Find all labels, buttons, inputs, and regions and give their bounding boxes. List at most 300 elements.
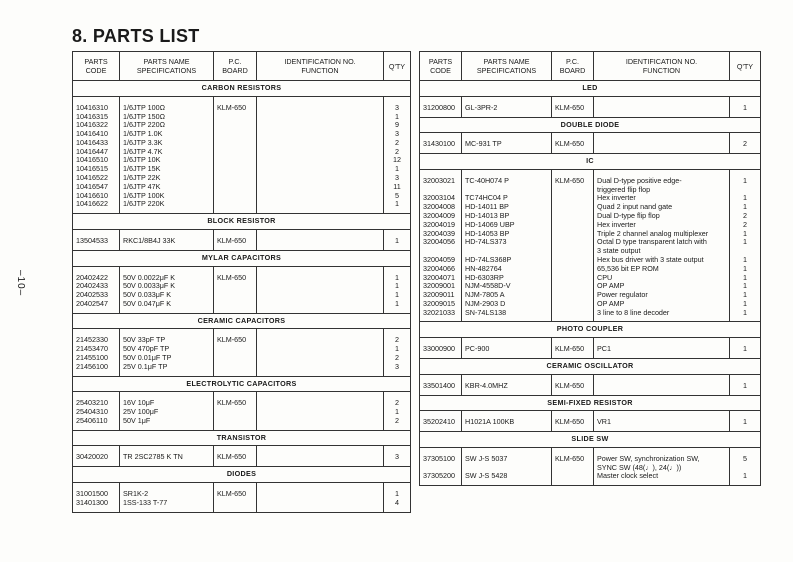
identification: triggered flip flop bbox=[597, 184, 651, 194]
col-header-parts-name: PARTS NAME SPECIFICATIONS bbox=[120, 52, 214, 81]
col-header-identification: IDENTIFICATION NO. FUNCTION bbox=[257, 52, 384, 81]
qty-value: 9 bbox=[395, 120, 399, 130]
part-code: 32004008 bbox=[423, 202, 455, 212]
identification: Hex inverter bbox=[597, 219, 636, 229]
qty-value: 5 bbox=[743, 453, 747, 463]
identification: Quad 2 input nand gate bbox=[597, 202, 673, 212]
part-name-cell bbox=[462, 338, 552, 359]
part-name: TC-40H074 P bbox=[465, 175, 509, 185]
part-code: 20402547 bbox=[76, 298, 108, 308]
part-name: HD-6303RP bbox=[465, 272, 504, 282]
identification: Triple 2 channel analog multiplexer bbox=[597, 228, 709, 238]
identification-cell bbox=[594, 411, 730, 432]
part-name: SR1K-2 bbox=[123, 489, 149, 498]
part-name: TR 2SC2785 K TN bbox=[123, 452, 183, 462]
section-header-row bbox=[420, 154, 761, 170]
part-name: 50V 1μF bbox=[123, 415, 151, 425]
part-name-cell bbox=[462, 447, 552, 485]
qty-value: 3 bbox=[395, 173, 399, 183]
section-header: DOUBLE DIODE bbox=[420, 117, 761, 133]
pc-board: KLM-650 bbox=[555, 139, 585, 149]
section-header: SEMI-FIXED RESISTOR bbox=[420, 395, 761, 411]
section-header-row bbox=[73, 214, 411, 230]
pc-board-cell bbox=[214, 229, 257, 250]
pc-board-cell bbox=[214, 96, 257, 213]
table-row bbox=[420, 374, 761, 395]
part-code: 30420020 bbox=[76, 452, 108, 462]
identification-cell bbox=[257, 266, 384, 313]
part-name: KBR-4.0MHZ bbox=[465, 380, 508, 390]
pc-board: KLM-650 bbox=[217, 398, 247, 408]
part-name: H1021A 100KB bbox=[465, 417, 515, 427]
identification-cell bbox=[594, 338, 730, 359]
part-name: SW J-S 5428 bbox=[465, 471, 508, 481]
part-name: 1/6JTP 1.0K bbox=[123, 129, 163, 139]
qty-value: 2 bbox=[395, 415, 399, 425]
identification: OP AMP bbox=[597, 298, 625, 308]
qty-value: 1 bbox=[743, 281, 747, 291]
right-sections-body bbox=[420, 81, 761, 486]
part-name: 50V 0.01μF TP bbox=[123, 352, 172, 362]
identification-cell bbox=[257, 446, 384, 467]
part-name: 1/6JTP 22K bbox=[123, 173, 161, 183]
section-header-row bbox=[420, 117, 761, 133]
section-header-row bbox=[73, 81, 411, 97]
part-code-cell bbox=[73, 483, 120, 513]
part-name: HD-14053 BP bbox=[465, 228, 510, 238]
qty-value: 2 bbox=[743, 211, 747, 221]
section-header-row bbox=[420, 358, 761, 374]
identification: Hex bus driver with 3 state output bbox=[597, 254, 704, 264]
section-header-row bbox=[73, 313, 411, 329]
part-name-cell bbox=[462, 411, 552, 432]
pc-board-cell bbox=[214, 266, 257, 313]
part-code: 10416515 bbox=[76, 164, 108, 174]
qty-cell bbox=[384, 229, 411, 250]
qty-value: 1 bbox=[743, 228, 747, 238]
col-header-parts-name: PARTS NAME SPECIFICATIONS bbox=[462, 52, 552, 81]
qty-value: 1 bbox=[743, 417, 747, 427]
part-name: 1/6JTP 100Ω bbox=[123, 102, 166, 112]
left-sections-body bbox=[73, 81, 411, 513]
part-name: 1/6JTP 3.3K bbox=[123, 137, 163, 147]
identification: VR1 bbox=[597, 417, 611, 427]
part-code: 10416310 bbox=[76, 102, 108, 112]
qty-value: 1 bbox=[743, 254, 747, 264]
qty-value: 4 bbox=[395, 497, 399, 507]
part-name: 1/6JTP 4.7K bbox=[123, 146, 163, 156]
qty-value: 11 bbox=[393, 181, 401, 191]
table-row bbox=[420, 338, 761, 359]
part-code: 32009011 bbox=[423, 290, 455, 300]
identification: 65,536 bit EP ROM bbox=[597, 263, 659, 273]
section-header-row bbox=[420, 395, 761, 411]
qty-value: 1 bbox=[743, 290, 747, 300]
part-code: 32021033 bbox=[423, 307, 455, 317]
qty-value: 1 bbox=[743, 102, 747, 112]
part-code: 20402433 bbox=[76, 281, 108, 291]
part-name: 50V 0.033μF K bbox=[123, 290, 172, 300]
part-code: 21455100 bbox=[76, 352, 108, 362]
identification: 3 line to 8 line decoder bbox=[597, 307, 670, 317]
part-name: HD-14013 BP bbox=[465, 211, 510, 221]
qty-cell bbox=[730, 411, 761, 432]
qty-cell bbox=[730, 133, 761, 154]
col-header-qty: Q'TY bbox=[730, 52, 761, 81]
qty-value: 1 bbox=[395, 489, 399, 498]
part-name: 1/6JTP 47K bbox=[123, 181, 161, 191]
pc-board-cell bbox=[214, 392, 257, 430]
qty-value: 1 bbox=[395, 344, 399, 354]
pc-board: KLM-650 bbox=[217, 235, 247, 245]
qty-value: 2 bbox=[395, 137, 399, 147]
table-row bbox=[420, 411, 761, 432]
part-name: 1/6JTP 220K bbox=[123, 199, 165, 209]
part-code: 32004056 bbox=[423, 237, 455, 247]
pc-board-cell bbox=[214, 483, 257, 513]
section-header: MYLAR CAPACITORS bbox=[73, 250, 411, 266]
part-code: 32003021 bbox=[423, 175, 455, 185]
qty-cell bbox=[384, 96, 411, 213]
part-code-cell bbox=[73, 96, 120, 213]
identification-cell bbox=[594, 169, 730, 322]
pc-board: KLM-650 bbox=[555, 344, 585, 354]
part-code: 31001500 bbox=[76, 489, 108, 498]
qty-value: 1 bbox=[743, 175, 747, 185]
section-header: PHOTO COUPLER bbox=[420, 322, 761, 338]
part-name: 1/6JTP 100K bbox=[123, 190, 165, 200]
part-code-cell bbox=[420, 338, 462, 359]
part-name: 16V 10μF bbox=[123, 398, 155, 408]
part-code-cell bbox=[73, 446, 120, 467]
part-name: 1SS-133 T-77 bbox=[123, 497, 168, 507]
pc-board-cell bbox=[552, 447, 594, 485]
part-code: 31401300 bbox=[76, 497, 108, 507]
qty-value: 12 bbox=[393, 155, 401, 165]
qty-value: 2 bbox=[743, 219, 747, 229]
qty-value: 1 bbox=[395, 281, 399, 291]
qty-value: 3 bbox=[395, 129, 399, 139]
part-name: 1/6JTP 10K bbox=[123, 155, 161, 165]
qty-value: 1 bbox=[395, 290, 399, 300]
part-name-cell bbox=[462, 133, 552, 154]
qty-value: 3 bbox=[395, 102, 399, 112]
section-header: SLIDE SW bbox=[420, 432, 761, 448]
part-name: 50V 0.0033μF K bbox=[123, 281, 176, 291]
part-name: HD-14011 BP bbox=[465, 202, 509, 212]
section-header: LED bbox=[420, 81, 761, 97]
part-code: 10416547 bbox=[76, 181, 108, 191]
pc-board: KLM-650 bbox=[555, 417, 585, 427]
section-header: CERAMIC OSCILLATOR bbox=[420, 358, 761, 374]
section-header: IC bbox=[420, 154, 761, 170]
identification: Octal D type transparent latch with bbox=[597, 237, 707, 247]
pc-board-cell bbox=[552, 374, 594, 395]
qty-value: 1 bbox=[743, 237, 747, 247]
qty-value: 1 bbox=[395, 298, 399, 308]
pc-board-cell bbox=[552, 411, 594, 432]
part-name-cell bbox=[462, 374, 552, 395]
identification-cell bbox=[594, 374, 730, 395]
part-code: 25404310 bbox=[76, 407, 108, 417]
pc-board: KLM-650 bbox=[217, 102, 247, 112]
pc-board: KLM-650 bbox=[555, 453, 585, 463]
part-name-cell bbox=[462, 169, 552, 322]
pc-board: KLM-650 bbox=[555, 175, 585, 185]
part-name: NJM-4558D-V bbox=[465, 281, 511, 291]
page-title: 8. PARTS LIST bbox=[72, 26, 200, 46]
part-code: 10416622 bbox=[76, 199, 108, 209]
part-name: NJM-7805 A bbox=[465, 290, 505, 300]
identification: 3 state output bbox=[597, 246, 641, 256]
part-code-cell bbox=[73, 392, 120, 430]
section-header-row bbox=[73, 376, 411, 392]
qty-value: 2 bbox=[395, 335, 399, 345]
table-row bbox=[420, 96, 761, 117]
part-code: 32004009 bbox=[423, 211, 455, 221]
qty-value: 2 bbox=[395, 398, 399, 408]
part-name-cell bbox=[462, 96, 552, 117]
qty-value: 1 bbox=[743, 298, 747, 308]
part-code: 10416322 bbox=[76, 120, 108, 130]
identification: OP AMP bbox=[597, 281, 625, 291]
part-name: 50V 0.047μF K bbox=[123, 298, 172, 308]
part-code: 10416433 bbox=[76, 137, 108, 147]
part-code-cell bbox=[420, 96, 462, 117]
part-name: GL-3PR-2 bbox=[465, 102, 498, 112]
section-header: TRANSISTOR bbox=[73, 430, 411, 446]
qty-value: 1 bbox=[395, 407, 399, 417]
section-header: DIODES bbox=[73, 467, 411, 483]
qty-cell bbox=[730, 169, 761, 322]
part-name-cell bbox=[120, 229, 214, 250]
section-header: ELECTROLYTIC CAPACITORS bbox=[73, 376, 411, 392]
section-header-row bbox=[420, 81, 761, 97]
part-name: HD-74LS368P bbox=[465, 254, 512, 264]
part-name: PC-900 bbox=[465, 344, 490, 354]
identification: Power SW, synchronization SW, bbox=[597, 453, 700, 463]
pc-board-cell bbox=[552, 96, 594, 117]
qty-cell bbox=[384, 329, 411, 376]
qty-value: 1 bbox=[395, 235, 399, 245]
qty-value: 1 bbox=[395, 272, 399, 282]
part-name: RKC1/8B4J 33K bbox=[123, 235, 176, 245]
qty-value: 2 bbox=[395, 352, 399, 362]
col-header-pc-board: P.C. BOARD bbox=[214, 52, 257, 81]
table-row bbox=[420, 447, 761, 485]
section-header: CARBON RESISTORS bbox=[73, 81, 411, 97]
part-code: 37305100 bbox=[423, 453, 455, 463]
part-name-cell bbox=[120, 483, 214, 513]
qty-value: 3 bbox=[395, 452, 399, 462]
identification: CPU bbox=[597, 272, 613, 282]
table-row bbox=[73, 446, 411, 467]
pc-board-cell bbox=[214, 329, 257, 376]
part-code-cell bbox=[420, 411, 462, 432]
qty-cell bbox=[384, 266, 411, 313]
part-code: 25406110 bbox=[76, 415, 108, 425]
part-code: 20402422 bbox=[76, 272, 108, 282]
qty-value: 1 bbox=[743, 202, 747, 212]
section-header: CERAMIC CAPACITORS bbox=[73, 313, 411, 329]
part-code: 20402533 bbox=[76, 290, 108, 300]
identification: Dual D-type flip flop bbox=[597, 211, 660, 221]
part-name: SN-74LS138 bbox=[465, 307, 507, 317]
section-header-row bbox=[420, 322, 761, 338]
table-row bbox=[73, 329, 411, 376]
part-name: SW J-S 5037 bbox=[465, 453, 508, 463]
section-header-row bbox=[420, 432, 761, 448]
part-code: 32004039 bbox=[423, 228, 455, 238]
section-header-row bbox=[73, 250, 411, 266]
qty-cell bbox=[730, 96, 761, 117]
table-row bbox=[73, 483, 411, 513]
qty-cell bbox=[384, 483, 411, 513]
col-header-parts-code: PARTS CODE bbox=[73, 52, 120, 81]
table-row bbox=[420, 169, 761, 322]
qty-value: 1 bbox=[743, 272, 747, 282]
part-code: 31200800 bbox=[423, 102, 455, 112]
part-code-cell bbox=[420, 447, 462, 485]
part-code: 32009001 bbox=[423, 281, 455, 291]
identification: Hex inverter bbox=[597, 193, 636, 203]
part-code-cell bbox=[420, 374, 462, 395]
part-code: 21456100 bbox=[76, 361, 108, 371]
pc-board: KLM-650 bbox=[217, 272, 247, 282]
part-code: 32004066 bbox=[423, 263, 455, 273]
part-name-cell bbox=[120, 446, 214, 467]
part-name-cell bbox=[120, 96, 214, 213]
section-header-row bbox=[73, 467, 411, 483]
qty-value: 1 bbox=[743, 307, 747, 317]
part-name: 25V 0.1μF TP bbox=[123, 361, 168, 371]
table-row bbox=[420, 133, 761, 154]
qty-value: 1 bbox=[395, 199, 399, 209]
part-name: HN-482764 bbox=[465, 263, 502, 273]
identification: PC1 bbox=[597, 344, 611, 354]
qty-value: 1 bbox=[395, 164, 399, 174]
pc-board: KLM-650 bbox=[555, 102, 585, 112]
part-code-cell bbox=[420, 133, 462, 154]
identification-cell bbox=[594, 133, 730, 154]
part-code: 10416447 bbox=[76, 146, 108, 156]
pc-board-cell bbox=[552, 338, 594, 359]
qty-cell bbox=[384, 392, 411, 430]
table-row bbox=[73, 392, 411, 430]
pc-board-cell bbox=[214, 446, 257, 467]
identification: SYNC SW (48(♩), 24(♩)) bbox=[597, 462, 682, 472]
table-row bbox=[73, 229, 411, 250]
parts-table-left bbox=[72, 51, 411, 513]
qty-cell bbox=[730, 338, 761, 359]
part-name: HD-14069 UBP bbox=[465, 219, 515, 229]
identification-cell bbox=[594, 96, 730, 117]
qty-value: 2 bbox=[395, 146, 399, 156]
identification: Master clock select bbox=[597, 471, 659, 481]
qty-value: 1 bbox=[743, 471, 747, 481]
page-number: –10– bbox=[15, 270, 26, 297]
qty-value: 1 bbox=[743, 380, 747, 390]
part-name: 25V 100μF bbox=[123, 407, 159, 417]
part-code: 35202410 bbox=[423, 417, 455, 427]
part-name: HD-74LS373 bbox=[465, 237, 507, 247]
table-row bbox=[73, 266, 411, 313]
qty-value: 1 bbox=[743, 193, 747, 203]
pc-board-cell bbox=[552, 133, 594, 154]
part-name: 50V 33pF TP bbox=[123, 335, 166, 345]
part-name-cell bbox=[120, 329, 214, 376]
qty-value: 3 bbox=[395, 361, 399, 371]
identification-cell bbox=[257, 229, 384, 250]
qty-value: 1 bbox=[743, 263, 747, 273]
part-name: 1/6JTP 15K bbox=[123, 164, 161, 174]
part-name-cell bbox=[120, 392, 214, 430]
identification-cell bbox=[257, 392, 384, 430]
part-code: 10416315 bbox=[76, 111, 108, 121]
identification-cell bbox=[257, 96, 384, 213]
part-code: 33000900 bbox=[423, 344, 455, 354]
identification-cell bbox=[594, 447, 730, 485]
part-name: MC-931 TP bbox=[465, 139, 502, 149]
part-code: 31430100 bbox=[423, 139, 455, 149]
part-code: 32004059 bbox=[423, 254, 455, 264]
col-header-parts-code: PARTS CODE bbox=[420, 52, 462, 81]
qty-cell bbox=[730, 447, 761, 485]
qty-value: 5 bbox=[395, 190, 399, 200]
part-code: 25403210 bbox=[76, 398, 108, 408]
part-code-cell bbox=[420, 169, 462, 322]
qty-cell bbox=[730, 374, 761, 395]
pc-board: KLM-650 bbox=[217, 335, 247, 345]
part-name: NJM-2903 D bbox=[465, 298, 506, 308]
part-code: 10416522 bbox=[76, 173, 108, 183]
part-code: 21452330 bbox=[76, 335, 108, 345]
part-name: TC74HC04 P bbox=[465, 193, 508, 203]
part-code: 32003104 bbox=[423, 193, 455, 203]
qty-value: 1 bbox=[395, 111, 399, 121]
part-code: 10416610 bbox=[76, 190, 108, 200]
section-header-row bbox=[73, 430, 411, 446]
part-name: 1/6JTP 150Ω bbox=[123, 111, 166, 121]
table-row bbox=[73, 96, 411, 213]
pc-board: KLM-650 bbox=[217, 489, 247, 498]
pc-board-cell bbox=[552, 169, 594, 322]
section-header: BLOCK RESISTOR bbox=[73, 214, 411, 230]
part-code: 33501400 bbox=[423, 380, 455, 390]
pc-board: KLM-650 bbox=[555, 380, 585, 390]
part-name: 50V 470pF TP bbox=[123, 344, 170, 354]
part-code: 13504533 bbox=[76, 235, 108, 245]
qty-cell bbox=[384, 446, 411, 467]
part-code: 32004019 bbox=[423, 219, 455, 229]
part-code: 32004071 bbox=[423, 272, 455, 282]
part-name: 50V 0.0022μF K bbox=[123, 272, 176, 282]
identification-cell bbox=[257, 329, 384, 376]
part-name: 1/6JTP 220Ω bbox=[123, 120, 166, 130]
identification-cell bbox=[257, 483, 384, 513]
part-code: 10416410 bbox=[76, 129, 108, 139]
col-header-identification: IDENTIFICATION NO. FUNCTION bbox=[594, 52, 730, 81]
pc-board: KLM-650 bbox=[217, 452, 247, 462]
parts-table-right bbox=[419, 51, 761, 486]
col-header-qty: Q'TY bbox=[384, 52, 411, 81]
part-code-cell bbox=[73, 329, 120, 376]
part-code-cell bbox=[73, 229, 120, 250]
part-code: 32009015 bbox=[423, 298, 455, 308]
identification: Dual D-type positive edge- bbox=[597, 175, 682, 185]
part-name-cell bbox=[120, 266, 214, 313]
part-code: 21453470 bbox=[76, 344, 108, 354]
